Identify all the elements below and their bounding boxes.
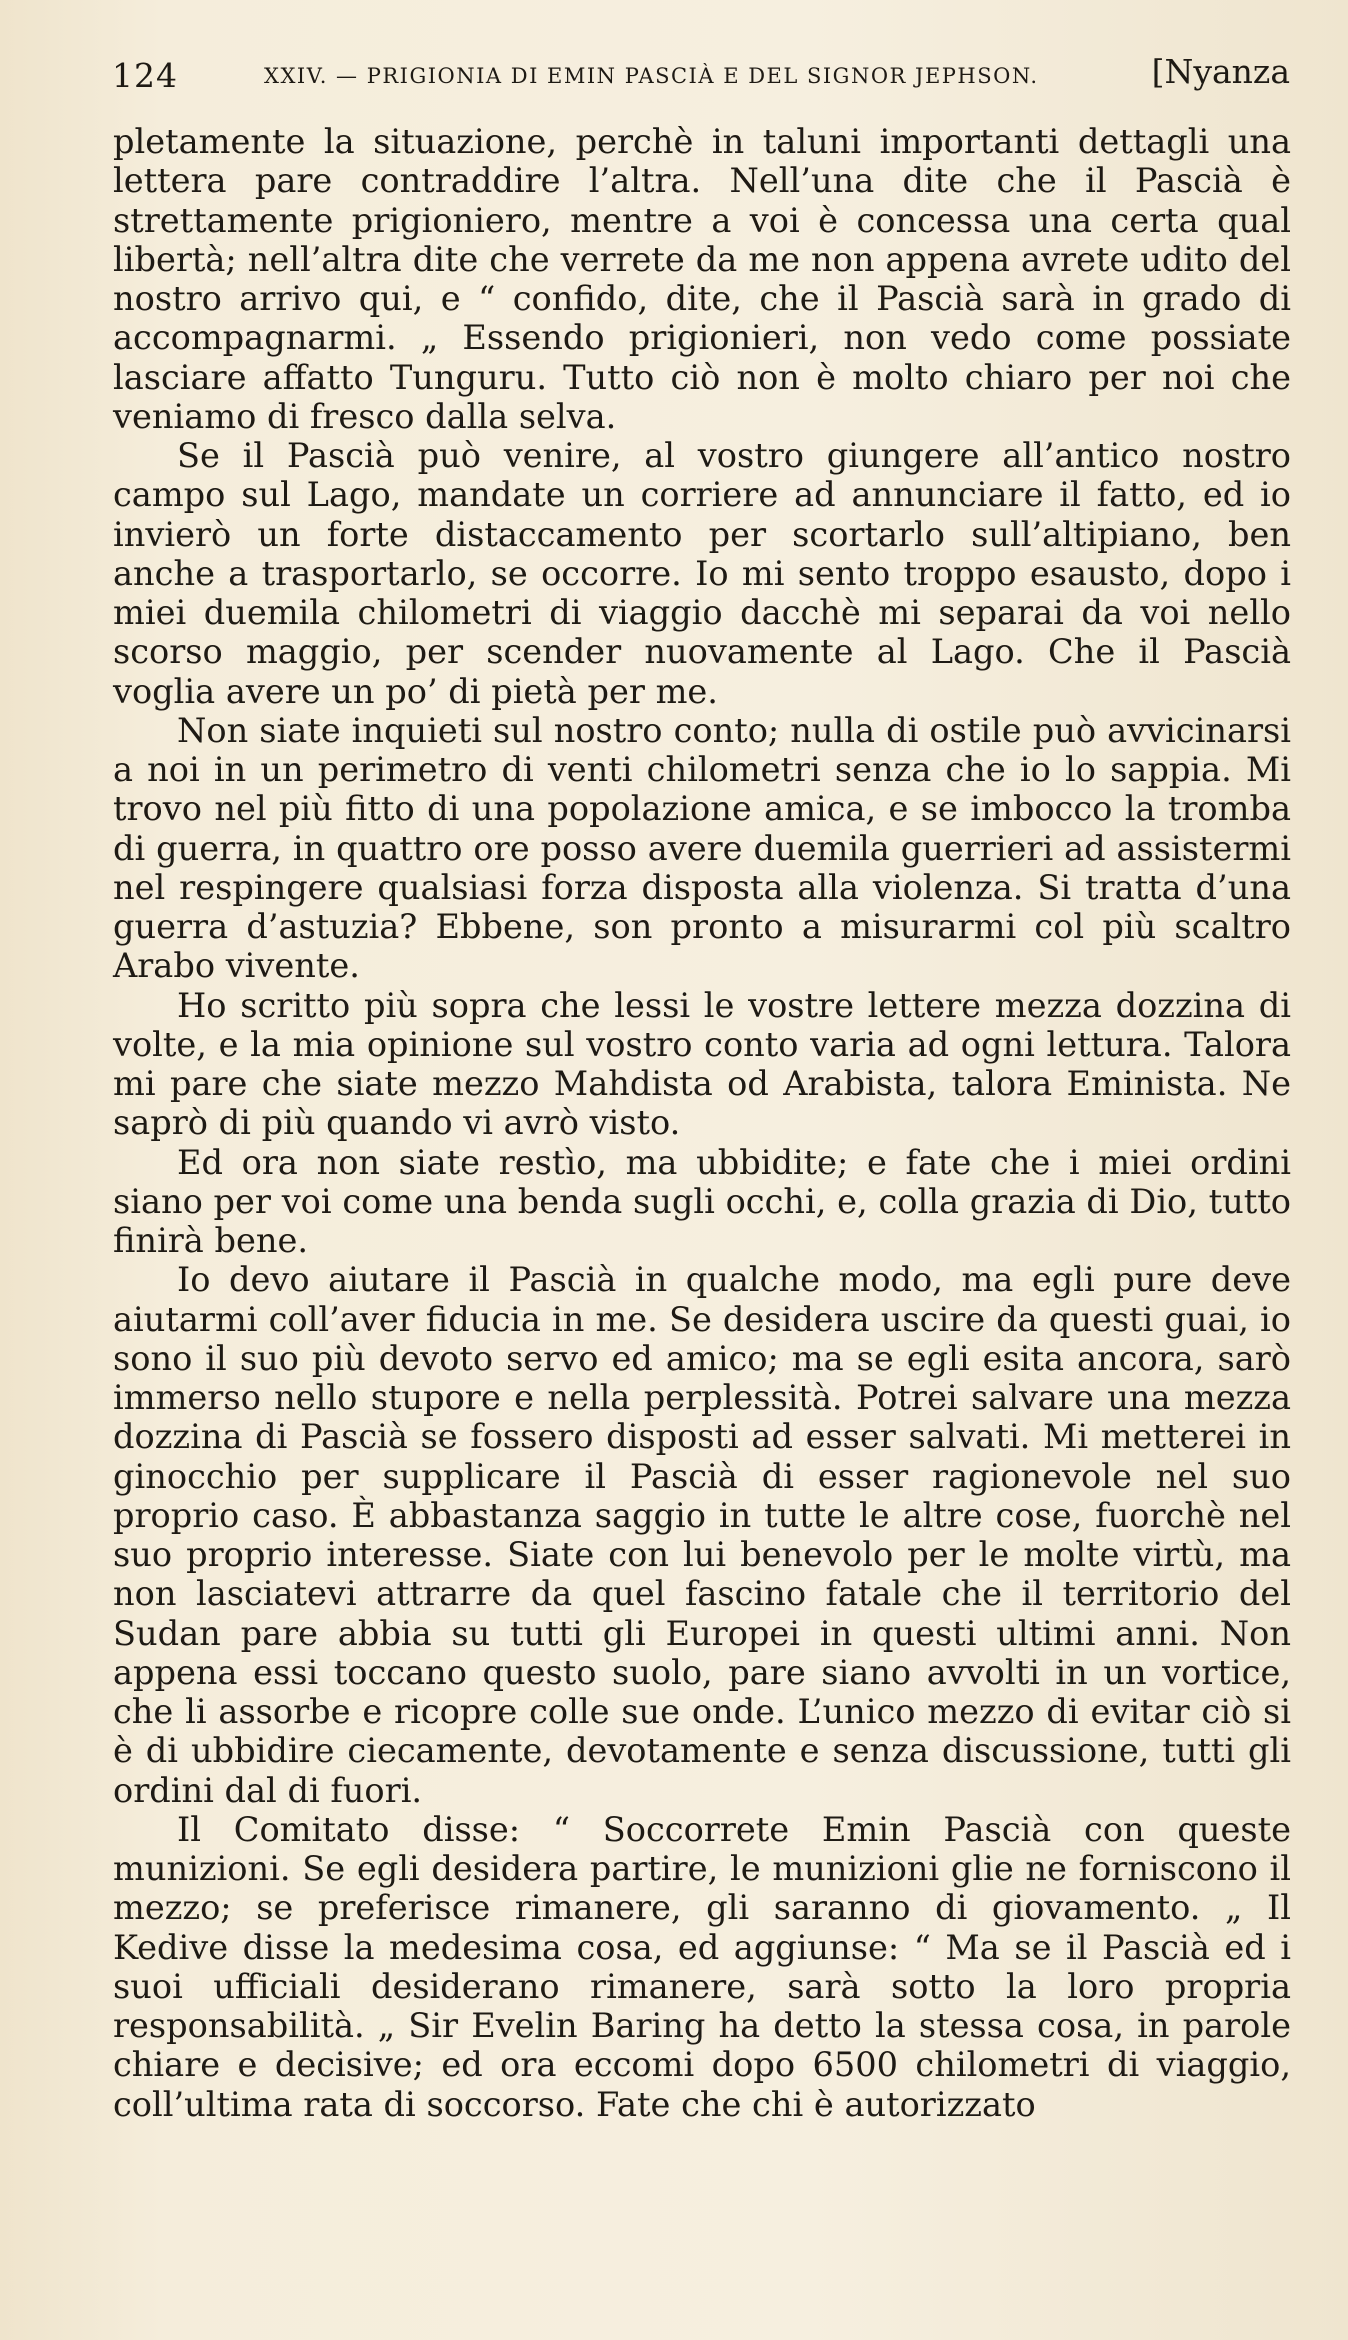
chapter-title: XXIV. — PRIGIONIA DI EMIN PASCIÀ E DEL SIGNOR JEPHSON. bbox=[264, 64, 1039, 88]
body-text bbox=[113, 122, 1291, 2124]
running-head bbox=[112, 52, 1290, 98]
paragraph-continued: pletamente la situazione, perchè in taluni importanti dettagli una lettera pare contraddire l’altra. Nell’una dite che il Pascià è strettamente prigioniero, mentre a voi è concessa una certa qual libertà; nell’altra dite che verrete da me non appena avrete udito del nostro arrivo qui, e “ confido, dite, che il Pascià sarà in grado di accompagnarmi. „ Essendo prigionieri, non vedo come possiate lasciare affatto Tunguru. Tutto ciò non è molto chiaro per noi che veniamo di fresco dalla selva. bbox=[113, 122, 1291, 436]
paragraph: Ed ora non siate restìo, ma ubbidite; e fate che i miei ordini siano per voi come una benda sugli occhi, e, colla grazia di Dio, tutto finirà bene. bbox=[113, 1142, 1291, 1260]
paragraph: Ho scritto più sopra che lessi le vostre lettere mezza dozzina di volte, e la mia opinione sul vostro conto varia ad ogni lettura. Talora mi pare che siate mezzo Mahdista od Arabista, talora Eminista. Ne saprò di più quando vi avrò visto. bbox=[113, 985, 1291, 1143]
paragraph: Io devo aiutare il Pascià in qualche modo, ma egli pure deve aiutarmi coll’aver fiducia in me. Se desidera uscire da questi guai, io sono il suo più devoto servo ed amico; ma se egli esita ancora, sarò immerso nello stupore e nella perplessità. Potrei salvare una mezza dozzina di Pascià se fossero disposti ad esser salvati. Mi metterei in ginocchio per supplicare il Pascià di esser ragionevole nel suo proprio caso. È abbastanza saggio in tutte le altre cose, fuorchè nel suo proprio interesse. Siate con lui benevolo per le molte virtù, ma non lasciatevi attrarre da quel fascino fatale che il territorio del Sudan pare abbia su tutti gli Europei in questi ultimi anni. Non appena essi toccano questo suolo, pare siano avvolti in un vortice, che li assorbe e ricopre colle sue onde. L’unico mezzo di evitar ciò si è di ubbidire ciecamente, devotamente e senza discussione, tutti gli ordini dal di fuori. bbox=[113, 1260, 1291, 1810]
section-name: [Nyanza bbox=[1151, 52, 1290, 91]
paragraph: Se il Pascià può venire, al vostro giungere all’antico nostro campo sul Lago, mandate un corriere ad annunciare il fatto, ed io invierò un forte distaccamento per scortarlo sull’altipiano, ben anche a trasportarlo, se occorre. Io mi sento troppo esausto, dopo i miei duemila chilometri di viaggio dacchè mi separai da voi nello scorso maggio, per scender nuovamente al Lago. Che il Pascià voglia avere un po’ di pietà per me. bbox=[113, 436, 1291, 711]
paragraph: Il Comitato disse: “ Soccorrete Emin Pascià con queste munizioni. Se egli desidera partire, le munizioni glie ne forniscono il mezzo; se preferisce rimanere, gli saranno di giovamento. „ Il Kedive disse la medesima cosa, ed aggiunse: “ Ma se il Pascià ed i suoi ufficiali desiderano rimanere, sarà sotto la loro propria responsabilità. „ Sir Evelin Baring ha detto la stessa cosa, in parole chiare e decisive; ed ora eccomi dopo 6500 chilometri di viaggio, coll’ultima rata di soccorso. Fate che chi è autorizzato bbox=[113, 1809, 1291, 2124]
paragraph: Non siate inquieti sul nostro conto; nulla di ostile può avvicinarsi a noi in un perimetro di venti chilometri senza che io lo sappia. Mi trovo nel più fitto di una popolazione amica, e se imbocco la tromba di guerra, in quattro ore posso avere duemila guerrieri ad assistermi nel respingere qualsiasi forza disposta alla violenza. Si tratta d’una guerra d’astuzia? Ebbene, son pronto a misurarmi col più scaltro Arabo vivente. bbox=[113, 710, 1291, 986]
page-number: 124 bbox=[112, 56, 178, 95]
